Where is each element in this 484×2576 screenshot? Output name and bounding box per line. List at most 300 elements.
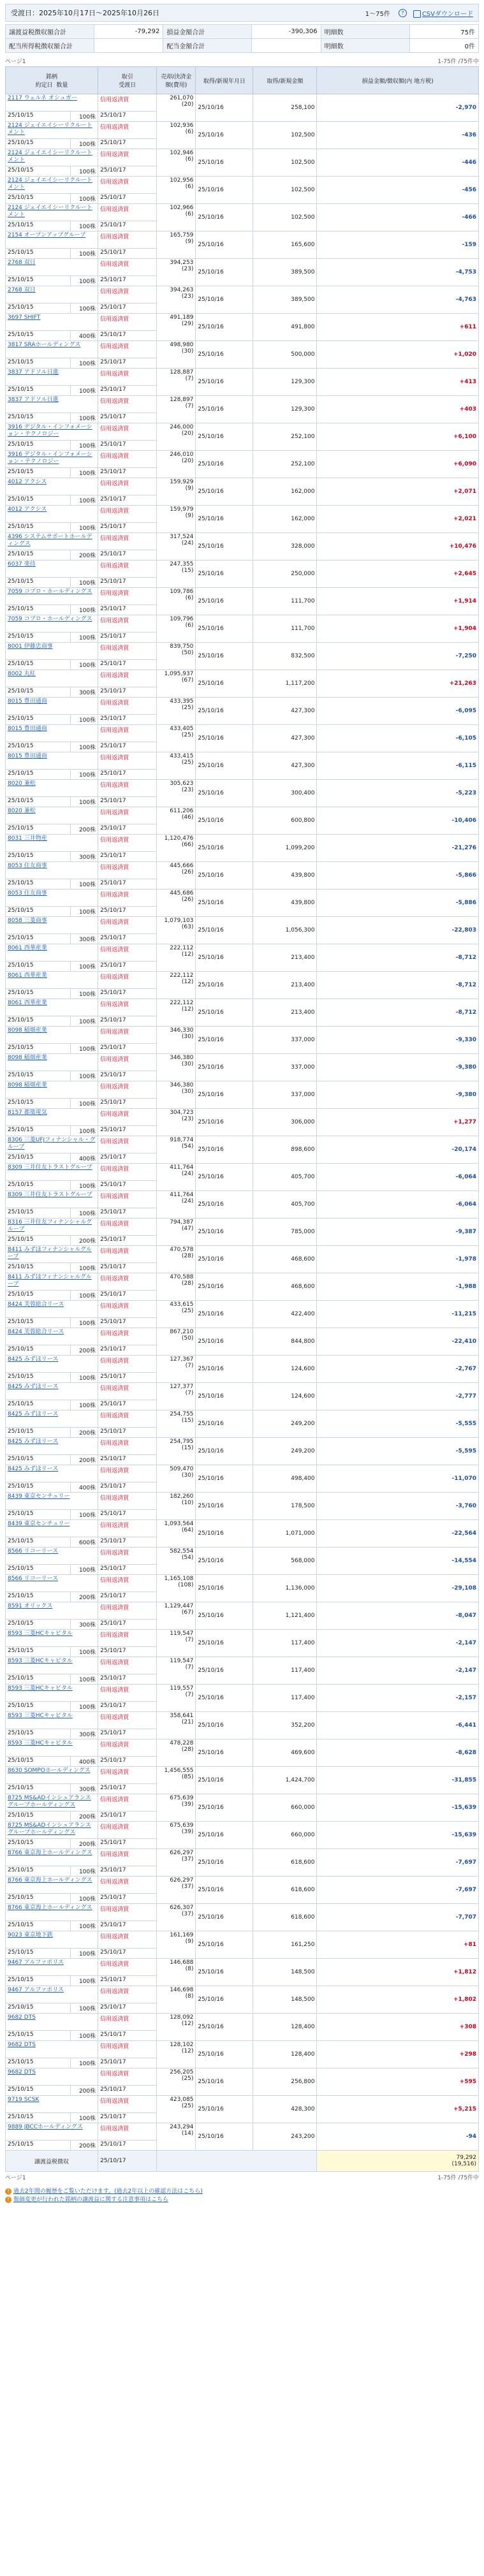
trade-date: 25/10/15 — [6, 1208, 71, 1218]
stock-name-link[interactable]: 2124 ジェイエイシーリクルートメント — [8, 177, 92, 191]
sale-fee-value: (46) — [181, 814, 194, 821]
quantity: 300株 — [71, 1784, 98, 1794]
stock-name-link[interactable]: 8425 みずほリース — [8, 1438, 59, 1445]
sale-amount-value: 626,297 — [170, 1877, 194, 1884]
acq-date: 25/10/16 — [196, 1109, 253, 1136]
sale-amount — [157, 1767, 196, 1794]
table-row — [6, 204, 479, 221]
trade-date: 25/10/15 — [6, 1044, 71, 1054]
stock-name-link[interactable]: 8425 みずほリース — [8, 1356, 59, 1363]
quantity: 100株 — [71, 1866, 98, 1877]
trade-date: 25/10/15 — [6, 2031, 71, 2041]
profit-loss: -2,970 — [317, 94, 479, 122]
acq-date: 25/10/16 — [196, 615, 253, 643]
profit-loss: -11,215 — [317, 1301, 479, 1328]
sale-amount-value: 119,557 — [170, 1685, 194, 1692]
acq-date: 25/10/16 — [196, 1739, 253, 1767]
trade-date: 25/10/15 — [6, 1620, 71, 1630]
sale-amount-value: 161,169 — [170, 1932, 194, 1938]
table-row — [6, 1520, 479, 1537]
profit-loss: +2,071 — [317, 478, 479, 506]
stock-name-link[interactable]: 8425 みずほリース — [8, 1466, 59, 1472]
stock-name — [6, 1136, 98, 1153]
acq-date: 25/10/16 — [196, 1054, 253, 1081]
stock-name — [6, 231, 98, 249]
trade-date: 25/10/15 — [6, 1071, 71, 1081]
table-row — [6, 1246, 479, 1263]
table-row — [6, 1959, 479, 1976]
table-row — [6, 1109, 479, 1126]
sale-fee-value: (28) — [181, 1253, 194, 1259]
stock-name-link[interactable]: 2124 ジェイエイシーリクルートメント — [8, 122, 92, 136]
settle-date: 25/10/17 — [98, 1949, 157, 1959]
trade-date: 25/10/15 — [6, 441, 71, 451]
acq-date: 25/10/16 — [196, 1657, 253, 1685]
settle-date: 25/10/17 — [98, 1729, 157, 1739]
trade-date: 25/10/15 — [6, 824, 71, 835]
stock-name-link[interactable]: 7059 コプロ・ホールディングス — [8, 616, 92, 622]
stock-name — [6, 1959, 98, 1976]
sale-fee-value: (25) — [181, 705, 194, 711]
acq-amount: 405,700 — [253, 1191, 317, 1218]
stock-name-link[interactable]: 8725 MS&ADインシュアランスグループホールディングス — [8, 1795, 91, 1808]
quantity: 100株 — [71, 1373, 98, 1383]
sale-amount-value: 102,936 — [170, 122, 194, 129]
acq-date: 25/10/16 — [196, 698, 253, 725]
stock-name — [6, 478, 98, 495]
trade-type: 信用返済買 — [98, 1630, 157, 1647]
stock-name-link[interactable]: 2768 双日 — [8, 260, 36, 266]
sale-amount — [157, 1027, 196, 1054]
table-row — [6, 1328, 479, 1345]
trade-type: 信用返済買 — [98, 1109, 157, 1126]
acq-date: 25/10/16 — [196, 286, 253, 314]
stock-name-link[interactable]: 9682 DTS — [8, 2069, 36, 2075]
stock-name-link[interactable]: 8098 稲畑産業 — [8, 1082, 47, 1088]
stock-name-link[interactable]: 9682 DTS — [8, 2014, 36, 2021]
stock-name-link[interactable]: 8439 東京センチュリー — [8, 1521, 70, 1527]
quantity: 400株 — [71, 1153, 98, 1164]
quantity: 200株 — [71, 1592, 98, 1602]
stock-name-link[interactable]: 8424 芙蓉総合リース — [8, 1301, 64, 1308]
trade-date: 25/10/15 — [6, 276, 71, 286]
stock-name-link[interactable]: 8031 三井物産 — [8, 835, 47, 842]
trade-date: 25/10/15 — [6, 1153, 71, 1164]
sale-amount-value: 1,079,103 — [164, 918, 194, 924]
sale-amount — [157, 1465, 196, 1493]
quantity: 100株 — [71, 441, 98, 451]
sale-amount — [157, 560, 196, 588]
sale-amount — [157, 1794, 196, 1822]
stock-name-link[interactable]: 8566 リコーリース — [8, 1548, 59, 1555]
trade-type: 信用返済買 — [98, 780, 157, 797]
stock-name-link[interactable]: 3837 アドソル日進 — [8, 397, 59, 403]
acq-amount: 427,300 — [253, 698, 317, 725]
stock-name-link[interactable]: 8061 西華産業 — [8, 945, 47, 951]
quantity: 100株 — [71, 1565, 98, 1575]
sale-fee-value: (7) — [185, 1692, 194, 1698]
acq-amount: 124,600 — [253, 1356, 317, 1383]
sale-amount-value: 246,010 — [170, 451, 194, 458]
profit-loss: -21,276 — [317, 835, 479, 862]
acq-amount: 405,700 — [253, 1164, 317, 1191]
stock-name — [6, 2014, 98, 2031]
col-trade-date-label: 約定日 — [35, 82, 53, 89]
stock-name-link[interactable]: 8098 稲畑産業 — [8, 1027, 47, 1034]
stock-name-link[interactable]: 8591 オリックス — [8, 1603, 53, 1609]
settle-date: 25/10/17 — [98, 989, 157, 999]
trade-type: 信用返済買 — [98, 286, 157, 304]
table-row — [6, 588, 479, 605]
table-row — [6, 1081, 479, 1099]
stock-name-link[interactable]: 8058 三菱商事 — [8, 918, 47, 924]
settle-date: 25/10/17 — [98, 1921, 157, 1931]
sale-amount — [157, 1602, 196, 1630]
sale-fee-value: (20) — [181, 430, 194, 437]
note-split-link[interactable]: 報価変更が行われた銘柄の譲渡益に関する注意事項はこちら — [13, 2197, 169, 2203]
sale-amount-value: 491,189 — [170, 314, 194, 321]
stock-name-link[interactable]: 8015 豊田通商 — [8, 753, 47, 759]
trade-type: 信用返済買 — [98, 2014, 157, 2031]
table-row — [6, 1685, 479, 1702]
sale-amount — [157, 1438, 196, 1465]
sale-fee-value: (54) — [181, 1143, 194, 1150]
sale-amount-value: 433,405 — [170, 726, 194, 732]
sale-fee-value: (20) — [181, 458, 194, 464]
quantity: 300株 — [71, 687, 98, 698]
acq-date: 25/10/16 — [196, 396, 253, 423]
trade-type: 信用返済買 — [98, 615, 157, 633]
sale-amount-value: 102,966 — [170, 205, 194, 211]
stock-name-link[interactable]: 8316 三井住友フィナンシャルグループ — [8, 1219, 92, 1233]
trade-date: 25/10/15 — [6, 1811, 71, 1822]
settle-date: 25/10/17 — [98, 1976, 157, 1986]
table-row — [6, 259, 479, 276]
stock-name-link[interactable]: 8725 MS&ADインシュアランスグループホールディングス — [8, 1822, 91, 1836]
stock-name-link[interactable]: 2117 ウェルネ オシュガー — [8, 95, 77, 101]
stock-name-link[interactable]: 8098 稲畑産業 — [8, 1055, 47, 1061]
sale-fee-value: (108) — [178, 1582, 194, 1588]
stock-name — [6, 1410, 98, 1428]
summary-v3: 0件 — [409, 39, 478, 53]
trade-date: 25/10/15 — [6, 1839, 71, 1849]
stock-name — [6, 2041, 98, 2058]
trade-date: 25/10/15 — [6, 578, 71, 588]
trade-type: 信用返済買 — [98, 698, 157, 715]
settle-date: 25/10/17 — [98, 1894, 157, 1904]
stock-name-link[interactable]: 8593 三菱HCキャピタル — [8, 1713, 73, 1719]
quantity: 100株 — [71, 1208, 98, 1218]
profit-loss: -6,064 — [317, 1164, 479, 1191]
stock-name-link[interactable]: 8015 豊田通商 — [8, 726, 47, 732]
profit-loss: -15,639 — [317, 1822, 479, 1849]
trade-date: 25/10/15 — [6, 1757, 71, 1767]
quantity: 600株 — [71, 1537, 98, 1548]
acq-amount: 178,500 — [253, 1493, 317, 1520]
profit-loss: -2,157 — [317, 1685, 479, 1712]
sale-fee-value: (6) — [185, 211, 194, 217]
stock-name — [6, 1438, 98, 1455]
sale-fee-value: (8) — [185, 1966, 194, 1972]
sale-amount-value: 358,641 — [170, 1713, 194, 1719]
stock-name-link[interactable]: 3837 アドソル日進 — [8, 369, 59, 376]
profit-loss: -31,855 — [317, 1767, 479, 1794]
stock-name-link[interactable]: 8630 SOMPOホールディングス — [8, 1767, 91, 1774]
stock-name-link[interactable]: 8309 三井住友トラストグループ — [8, 1164, 92, 1171]
trade-date: 25/10/15 — [6, 989, 71, 999]
stock-name-link[interactable]: 8411 みずほフィナンシャルグループ — [8, 1247, 92, 1260]
sale-amount-value: 1,093,564 — [164, 1521, 194, 1527]
quantity: 300株 — [71, 852, 98, 862]
sale-amount — [157, 1959, 196, 1986]
profit-loss: -9,380 — [317, 1081, 479, 1109]
stock-name-link[interactable]: 3697 SHIFT — [8, 314, 41, 321]
acq-date: 25/10/16 — [196, 2014, 253, 2041]
summary-l1: 譲渡益税徴収額合計 — [6, 25, 94, 39]
sale-amount — [157, 2123, 196, 2151]
trade-type: 信用返済買 — [98, 1575, 157, 1592]
download-icon — [413, 10, 421, 18]
stock-name — [6, 1520, 98, 1537]
trade-type: 信用返済買 — [98, 917, 157, 934]
settle-date: 25/10/17 — [98, 2058, 157, 2068]
quantity: 100株 — [71, 989, 98, 999]
sale-amount — [157, 643, 196, 670]
settle-date: 25/10/17 — [98, 2003, 157, 2014]
stock-name-link[interactable]: 3817 SRAホールディングス — [8, 342, 81, 348]
acq-date: 25/10/16 — [196, 1877, 253, 1904]
trade-date: 25/10/15 — [6, 413, 71, 423]
profit-loss: -29,108 — [317, 1575, 479, 1602]
stock-name-link[interactable]: 6037 楽待 — [8, 561, 36, 567]
sale-fee-value: (23) — [181, 293, 194, 300]
trade-type: 信用返済買 — [98, 1712, 157, 1729]
trade-type: 信用返済買 — [98, 478, 157, 495]
stock-name-link[interactable]: 8566 リコーリース — [8, 1576, 59, 1582]
sale-amount-value: 317,524 — [170, 534, 194, 540]
acq-amount: 1,099,200 — [253, 835, 317, 862]
quantity: 100株 — [71, 907, 98, 917]
stock-name-link[interactable]: 9682 DTS — [8, 2042, 36, 2048]
settle-date: 25/10/17 — [98, 2141, 157, 2151]
profit-loss: -8,047 — [317, 1602, 479, 1630]
settle-date: 25/10/17 — [98, 1811, 157, 1822]
trade-type: 信用返済買 — [98, 807, 157, 824]
settle-date: 25/10/17 — [98, 1702, 157, 1712]
settle-date: 25/10/17 — [98, 907, 157, 917]
stock-name-link[interactable]: 8002 丸紅 — [8, 671, 36, 677]
sale-amount-value: 611,206 — [170, 808, 194, 814]
acq-amount: 500,000 — [253, 341, 317, 369]
stock-name-link[interactable]: 8593 三菱HCキャピタル — [8, 1658, 73, 1664]
sale-fee-value: (37) — [181, 1911, 194, 1917]
stock-name-link[interactable]: 9467 アルファポリス — [8, 1959, 64, 1966]
profit-loss: +1,020 — [317, 341, 479, 369]
stock-name — [6, 752, 98, 770]
trade-type: 信用返済買 — [98, 1493, 157, 1510]
sale-amount-value: 675,639 — [170, 1822, 194, 1829]
sale-fee-value: (63) — [181, 924, 194, 930]
stock-name-link[interactable]: 8425 みずほリース — [8, 1384, 59, 1390]
acq-amount: 498,400 — [253, 1465, 317, 1493]
stock-name-link[interactable]: 9889 JBCCホールディングス — [8, 2124, 83, 2130]
settle-date: 25/10/17 — [98, 1016, 157, 1027]
stock-name — [6, 286, 98, 304]
summary-table — [5, 24, 479, 53]
stock-name-link[interactable]: 8424 芙蓉総合リース — [8, 1329, 64, 1335]
trade-type: 信用返済買 — [98, 1027, 157, 1044]
trade-date: 25/10/15 — [6, 2058, 71, 2068]
stock-name-link[interactable]: 9719 SCSK — [8, 2097, 40, 2103]
trade-date: 25/10/15 — [6, 742, 71, 752]
acq-amount: 389,500 — [253, 259, 317, 286]
profit-loss: +413 — [317, 369, 479, 396]
stock-name-link[interactable]: 9023 東京地下鉄 — [8, 1932, 53, 1938]
stock-name-link[interactable]: 3916 デジタル・インフォメーション・テクノロジー — [8, 451, 92, 465]
stock-name-link[interactable]: 8020 兼松 — [8, 808, 36, 814]
stock-name-link[interactable]: 8425 みずほリース — [8, 1411, 59, 1417]
sale-amount-value: 918,774 — [170, 1137, 194, 1143]
table-row — [6, 506, 479, 523]
sale-amount-value: 411,764 — [170, 1192, 194, 1198]
stock-name — [6, 2068, 98, 2086]
acq-amount: 832,500 — [253, 643, 317, 670]
profit-loss: -4,753 — [317, 259, 479, 286]
stock-name-link[interactable]: 8593 三菱HCキャピタル — [8, 1630, 73, 1637]
settle-date: 25/10/17 — [98, 962, 157, 972]
profit-loss: -466 — [317, 204, 479, 231]
sale-amount-value: 254,755 — [170, 1411, 194, 1417]
trade-date: 25/10/15 — [6, 1291, 71, 1301]
sale-fee-value: (85) — [181, 1774, 194, 1780]
sale-amount — [157, 2041, 196, 2068]
trade-date: 25/10/15 — [6, 1428, 71, 1438]
csv-download-label: CSVダウンロード — [422, 10, 473, 18]
stock-name — [6, 1027, 98, 1044]
sale-amount-value: 445,686 — [170, 890, 194, 896]
sale-amount — [157, 369, 196, 396]
stock-name-link[interactable]: 2124 ジェイエイシーリクルートメント — [8, 205, 92, 218]
acq-amount: 1,071,000 — [253, 1520, 317, 1548]
stock-name-link[interactable]: 8593 三菱HCキャピタル — [8, 1685, 73, 1692]
stock-name-link[interactable]: 8061 西華産業 — [8, 972, 47, 979]
quantity: 100株 — [71, 578, 98, 588]
trade-type: 信用返済買 — [98, 1959, 157, 1976]
stock-name — [6, 1081, 98, 1099]
trade-type: 信用返済買 — [98, 1986, 157, 2003]
stock-name — [6, 670, 98, 687]
acq-amount: 1,121,400 — [253, 1602, 317, 1630]
stock-name-link[interactable]: 9467 アルファポリス — [8, 1987, 64, 1993]
acq-date: 25/10/16 — [196, 1575, 253, 1602]
csv-download-link[interactable] — [413, 8, 473, 18]
stock-name-link[interactable]: 2768 双日 — [8, 287, 36, 293]
stock-name — [6, 1465, 98, 1482]
acq-date: 25/10/16 — [196, 1986, 253, 2014]
profit-loss: +5,215 — [317, 2096, 479, 2123]
trade-date: 25/10/15 — [6, 304, 71, 314]
table-row — [6, 2041, 479, 2058]
stock-name-link[interactable]: 8309 三井住友トラストグループ — [8, 1192, 92, 1198]
note-history-link[interactable]: 過去2年間の履歴をご覧いただけます。(過去2年以上の確認方法はこちら) — [13, 2188, 203, 2195]
stock-name-link[interactable]: 8001 伊藤忠商事 — [8, 643, 53, 650]
acq-date: 25/10/16 — [196, 1712, 253, 1739]
settle-date: 25/10/17 — [98, 1647, 157, 1657]
stock-name-link[interactable]: 8015 豊田通商 — [8, 698, 47, 705]
col-stock-label: 銘柄 — [46, 74, 58, 80]
settle-date: 25/10/17 — [98, 1181, 157, 1191]
page-indicator-bottom: ページ1 — [5, 2175, 26, 2181]
acq-date: 25/10/16 — [196, 807, 253, 835]
stock-name-link[interactable]: 8411 みずほフィナンシャルグループ — [8, 1274, 92, 1287]
sale-fee-value: (23) — [181, 266, 194, 272]
stock-name-link[interactable]: 4012 アクシス — [8, 506, 47, 513]
stock-name-link[interactable]: 8020 兼松 — [8, 780, 36, 787]
acq-amount: 898,600 — [253, 1136, 317, 1164]
acq-amount: 102,500 — [253, 149, 317, 177]
stock-name-link[interactable]: 8053 住友商事 — [8, 890, 47, 896]
stock-name — [6, 1794, 98, 1811]
stock-name-link[interactable]: 8766 東京海上ホールディングス — [8, 1905, 92, 1911]
settle-date: 25/10/17 — [98, 1400, 157, 1410]
stock-name-link[interactable]: 8593 三菱HCキャピタル — [8, 1740, 73, 1746]
settle-date: 25/10/17 — [98, 1455, 157, 1465]
profit-loss: +1,812 — [317, 1959, 479, 1986]
trade-type: 信用返済買 — [98, 423, 157, 441]
help-icon[interactable]: ? — [399, 9, 407, 17]
stock-name-link[interactable]: 8061 西華産業 — [8, 1000, 47, 1006]
profit-loss: -22,564 — [317, 1520, 479, 1548]
sale-amount — [157, 1054, 196, 1081]
stock-name-link[interactable]: 8053 住友商事 — [8, 863, 47, 869]
stock-name-link[interactable]: 8766 東京海上ホールディングス — [8, 1877, 92, 1884]
stock-name-link[interactable]: 4012 アクシス — [8, 479, 47, 485]
trade-type: 信用返済買 — [98, 341, 157, 358]
sale-amount — [157, 615, 196, 643]
table-row — [6, 1849, 479, 1866]
profit-loss: -6,064 — [317, 1191, 479, 1218]
stock-name-link[interactable]: 2124 ジェイエイシーリクルートメント — [8, 150, 92, 163]
stock-name-link[interactable]: 8766 東京海上ホールディングス — [8, 1850, 92, 1856]
sale-amount — [157, 588, 196, 615]
stock-name-link[interactable]: 4396 システムサポートホールディングス — [8, 534, 92, 547]
stock-name-link[interactable]: 2154 オープンアップグループ — [8, 232, 86, 238]
sale-amount — [157, 314, 196, 341]
sale-fee-value: (24) — [181, 1171, 194, 1177]
stock-name-link[interactable]: 8157 都築電気 — [8, 1109, 47, 1116]
settle-date: 25/10/17 — [98, 1153, 157, 1164]
stock-name — [6, 698, 98, 715]
stock-name-link[interactable]: 3916 デジタル・インフォメーション・テクノロジー — [8, 424, 92, 437]
sale-amount — [157, 533, 196, 560]
acq-date: 25/10/16 — [196, 423, 253, 451]
acq-amount: 111,700 — [253, 588, 317, 615]
sale-fee-value: (50) — [181, 650, 194, 656]
stock-name — [6, 396, 98, 413]
sale-fee-value: (12) — [181, 2021, 194, 2027]
stock-name-link[interactable]: 8306 三菱UFJフィナンシャル・グループ — [8, 1137, 96, 1150]
quantity: 200株 — [71, 1345, 98, 1356]
sale-amount-value: 256,205 — [170, 2069, 194, 2075]
settle-date: 25/10/17 — [98, 1674, 157, 1685]
profit-loss: -436 — [317, 122, 479, 149]
stock-name-link[interactable]: 8439 東京センチュリー — [8, 1493, 70, 1500]
stock-name-link[interactable]: 7059 コプロ・ホールディングス — [8, 589, 92, 595]
settle-date: 25/10/17 — [98, 139, 157, 149]
acq-date: 25/10/16 — [196, 643, 253, 670]
sale-amount — [157, 1164, 196, 1191]
table-row — [6, 341, 479, 358]
